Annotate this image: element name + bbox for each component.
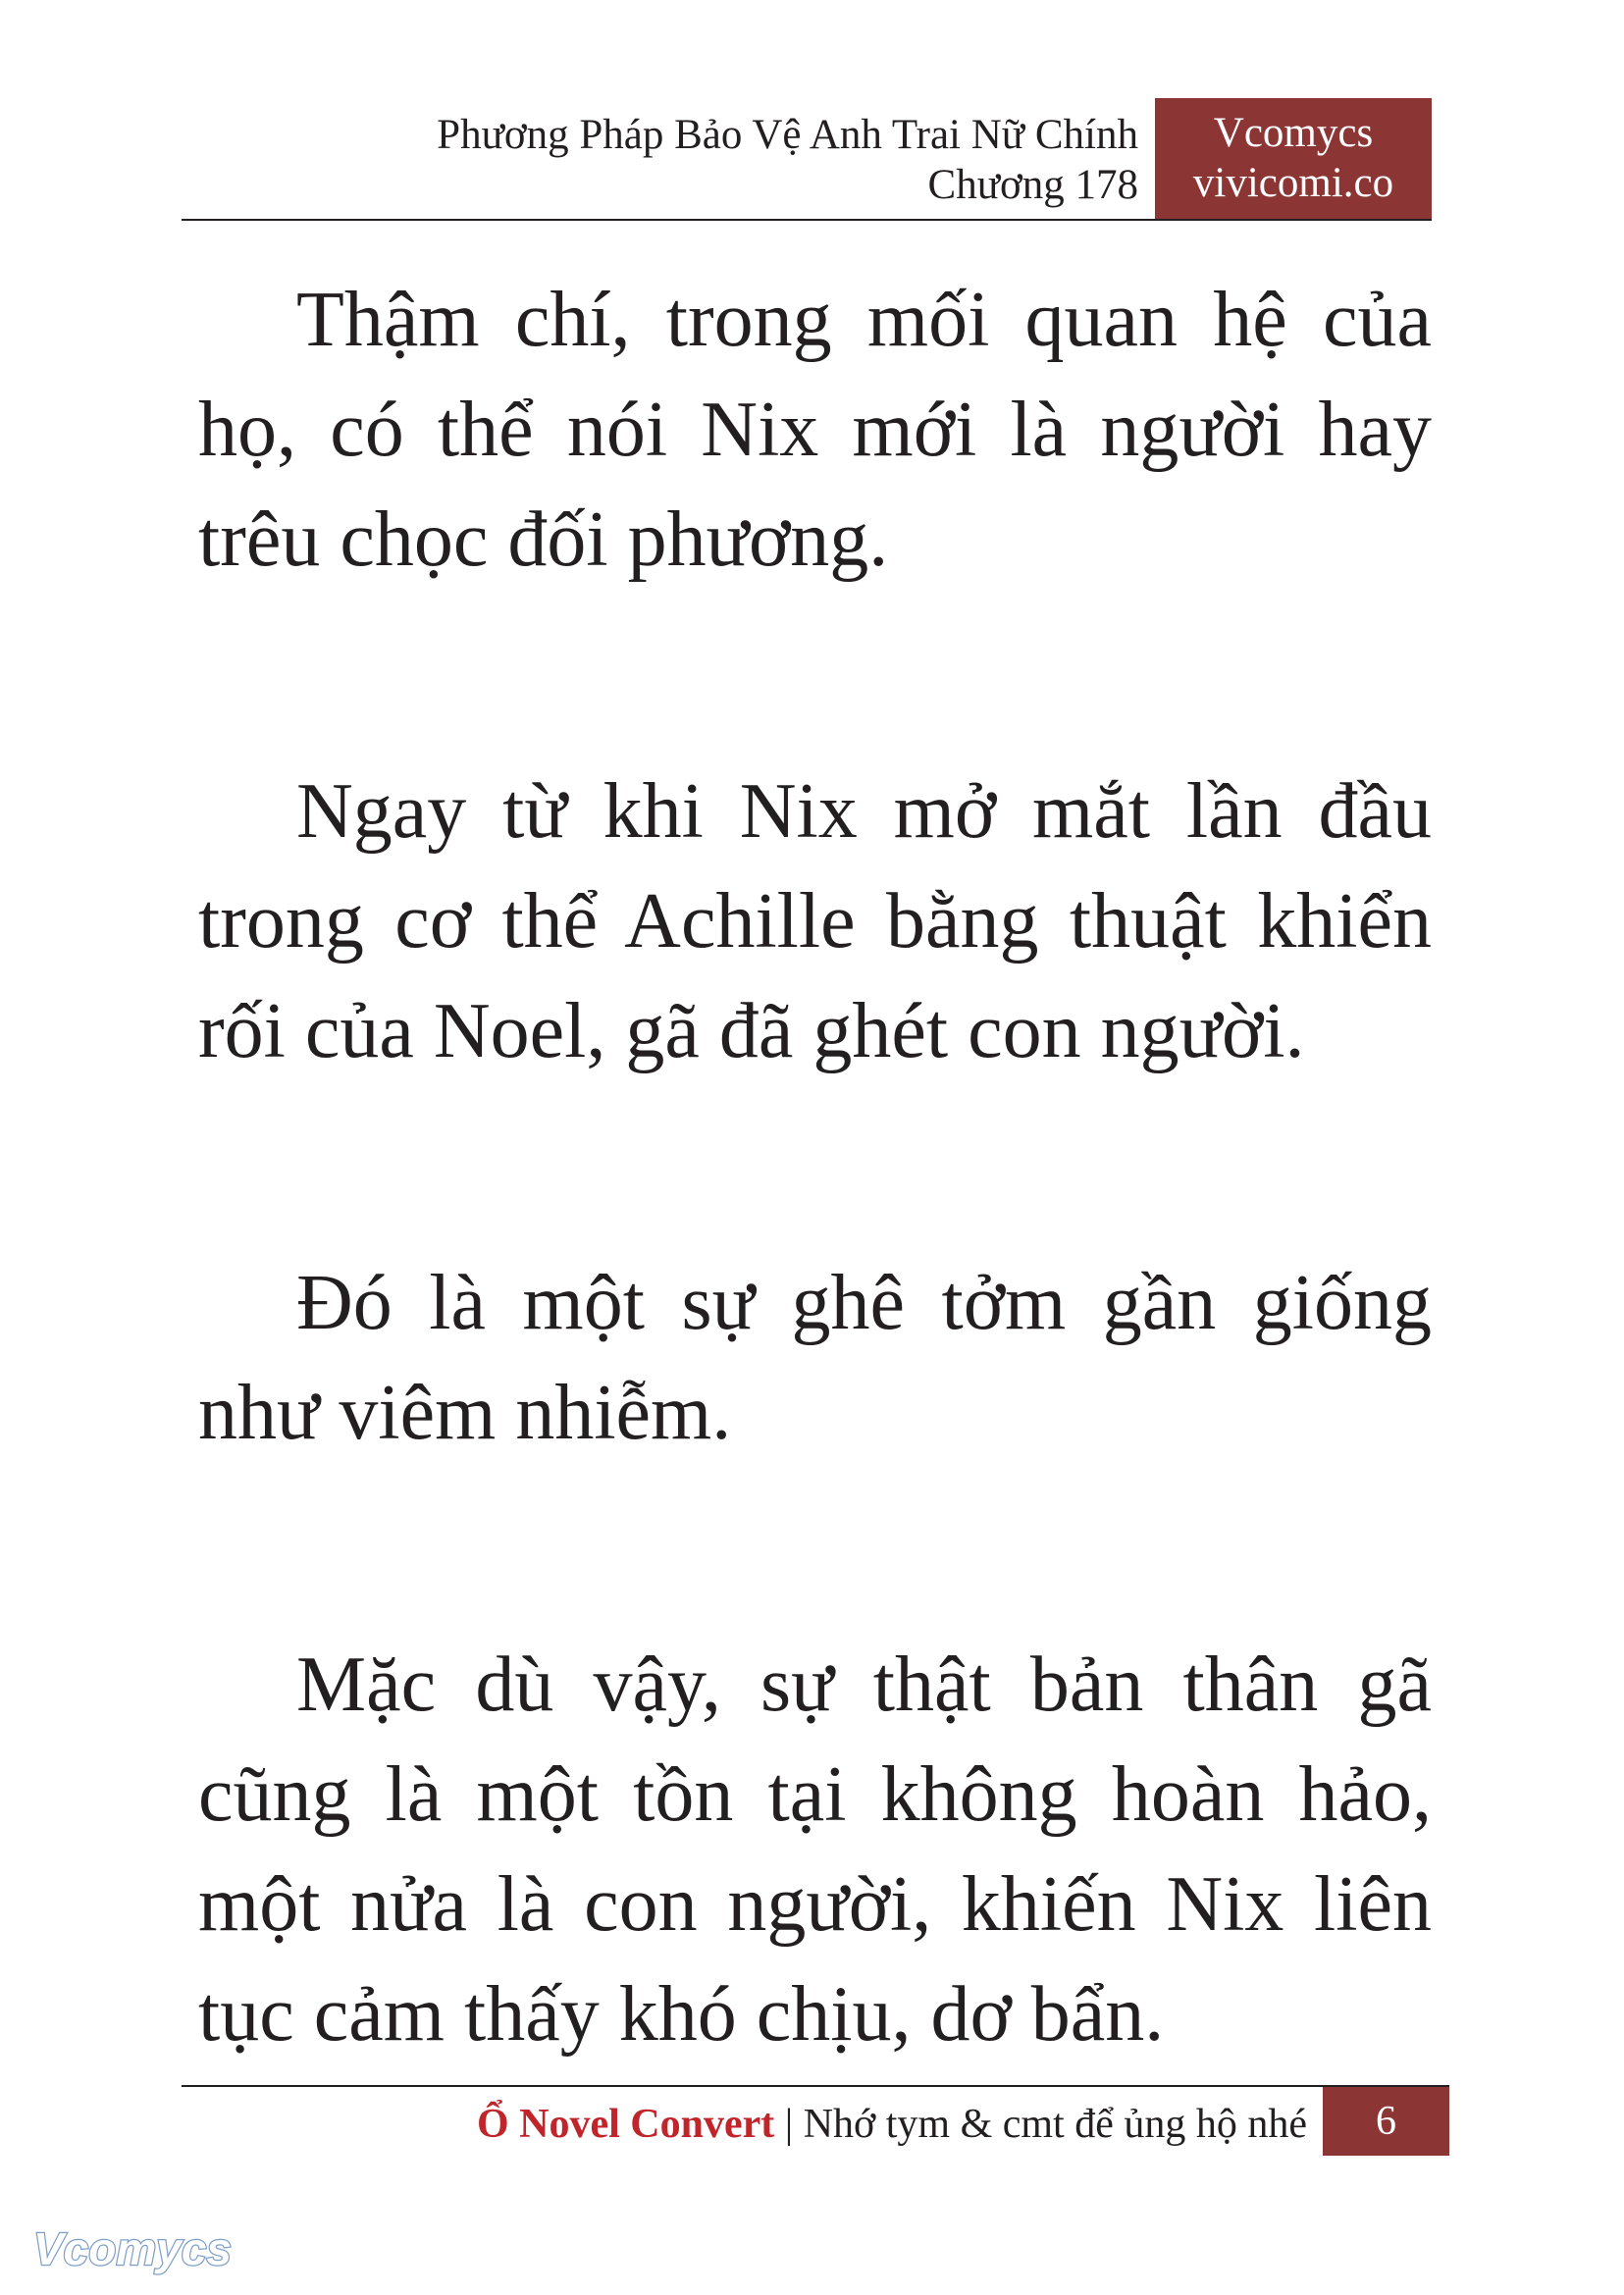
book-title: Phương Pháp Bảo Vệ Anh Trai Nữ Chính [437, 112, 1138, 158]
paragraph-line: một nửa là con người, khiến Nix liên [198, 1861, 1432, 1948]
page-number: 6 [1323, 2087, 1449, 2156]
paragraph-line: rối của Noel, gã đã ghét con người. [198, 988, 1305, 1074]
paragraph-1 [198, 265, 1432, 595]
paragraph-line: Đó là một sự ghê tởm gần giống [296, 1260, 1432, 1346]
footer-brand: Ổ Novel Convert [476, 2102, 775, 2147]
paragraph-line: Ngay từ khi Nix mở mắt lần đầu [296, 768, 1432, 855]
header-badge [1155, 98, 1432, 220]
paragraph-line: Mặc dù vậy, sự thật bản thân gã [296, 1642, 1432, 1728]
watermark-text: Vcomycs [33, 2223, 233, 2274]
paragraph-line: Thậm chí, trong mối quan hệ của [296, 277, 1432, 363]
paragraph-line: trêu chọc đối phương. [198, 496, 889, 583]
badge-site-url: vivicomi.co [1192, 160, 1394, 206]
vcomycs-watermark-logo [29, 2219, 245, 2280]
paragraph-4 [198, 1630, 1432, 2069]
footer-separator: | [774, 2102, 804, 2147]
header-divider [182, 219, 1432, 221]
paragraph-line: tục cảm thấy khó chịu, dơ bẩn. [198, 1971, 1165, 2058]
paragraph-line: như viêm nhiễm. [198, 1370, 732, 1456]
paragraph-2 [198, 756, 1432, 1086]
paragraph-3 [198, 1248, 1432, 1468]
badge-site-name: Vcomycs [1213, 110, 1374, 156]
chapter-label: Chương 178 [927, 162, 1138, 208]
paragraph-line: họ, có thể nói Nix mới là người hay [198, 387, 1432, 473]
paragraph-line: trong cơ thể Achille bằng thuật khiển [198, 878, 1432, 965]
footer-divider [182, 2085, 1449, 2087]
header-title-block [437, 110, 1138, 210]
footer-message: Nhớ tym & cmt để ủng hộ nhé [803, 2102, 1307, 2147]
paragraph-line: cũng là một tồn tại không hoàn hảo, [198, 1751, 1432, 1838]
footer-text [477, 2100, 1307, 2149]
